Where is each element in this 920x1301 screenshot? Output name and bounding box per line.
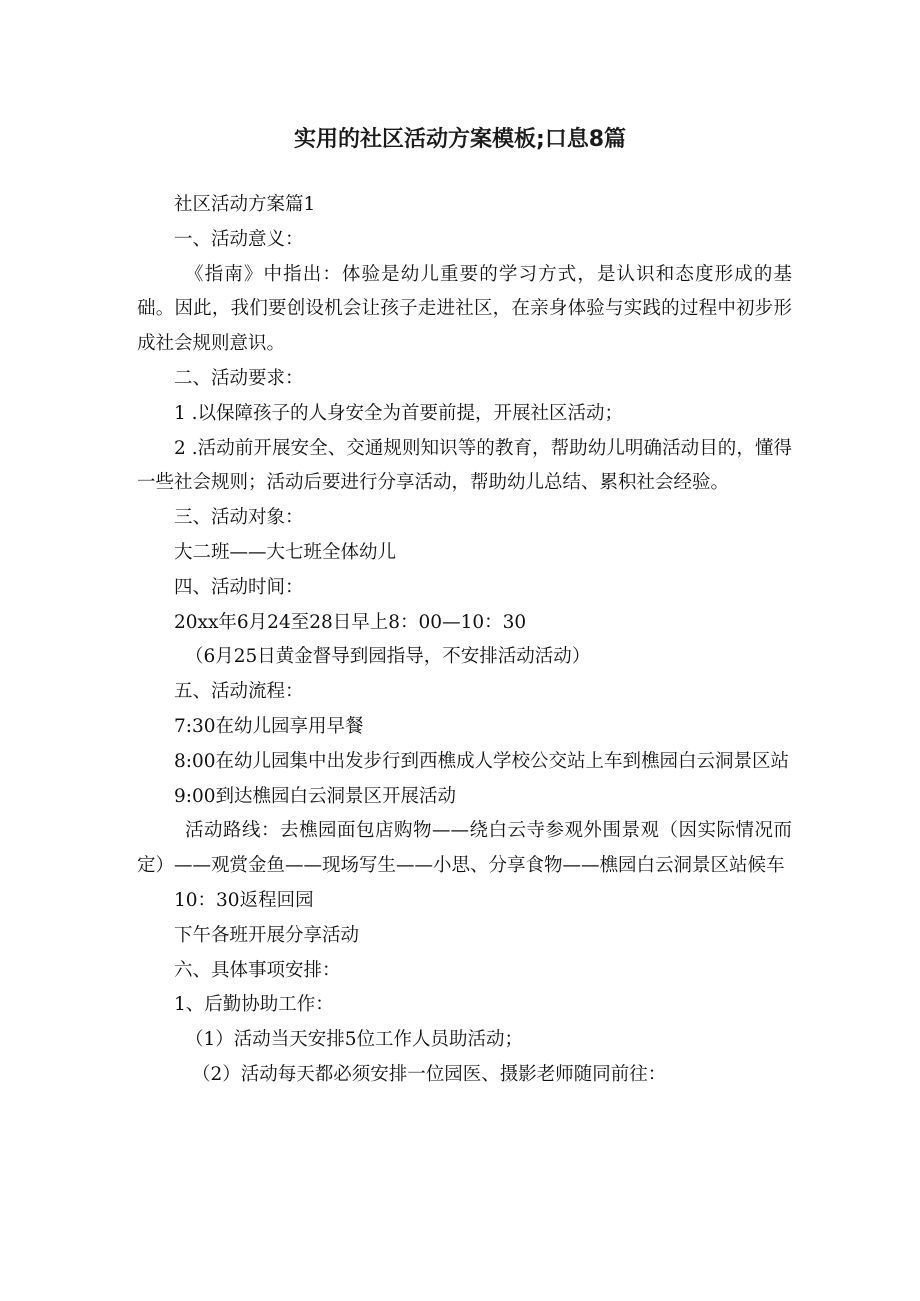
paragraph: 六、具体事项安排： xyxy=(174,959,341,981)
paragraph: 1 .以保障孩子的人身安全为首要前提，开展社区活动； xyxy=(174,402,624,424)
paragraph: （1）活动当天安排5位工作人员助活动； xyxy=(185,1029,524,1051)
document-body xyxy=(137,188,792,1093)
document-title: 实用的社区活动方案模板;口息8篇 xyxy=(293,127,627,152)
paragraph: 二、活动要求： xyxy=(174,367,304,389)
paragraph: 社区活动方案篇1 xyxy=(174,194,316,215)
paragraph: 20xx年6月24至28日早上8：00—10：30 xyxy=(174,611,527,633)
paragraph: 10：30返程回园 xyxy=(174,889,314,911)
paragraph: 三、活动对象： xyxy=(174,507,304,529)
paragraph: 大二班——大七班全体幼儿 xyxy=(174,541,397,563)
paragraph: 下午各班开展分享活动 xyxy=(174,924,360,946)
paragraph: 四、活动时间： xyxy=(174,576,304,598)
paragraph: 7:30在幼儿园享用早餐 xyxy=(174,715,364,737)
paragraph: 《指南》中指出：体验是幼儿重要的学习方式，是认识和态度形成的基础。因此，我们要创设机会让孩子走进社区，在亲身体验与实践的过程中初步形成社会规则意识。 xyxy=(137,263,792,355)
paragraph: 一、活动意义： xyxy=(174,228,304,250)
paragraph: 1、后勤协助工作： xyxy=(174,994,334,1016)
paragraph: 8:00在幼儿园集中出发步行到西樵成人学校公交站上车到樵园白云洞景区站 xyxy=(174,750,790,772)
paragraph: （6月25日黄金督导到园指导，不安排活动活动） xyxy=(185,646,591,668)
paragraph: 五、活动流程： xyxy=(174,681,304,703)
paragraph: 活动路线：去樵园面包店购物——绕白云寺参观外围景观（因实际情况而定）——观赏金鱼——现场写生——小思、分享食物——樵园白云洞景区站候车 xyxy=(137,820,792,877)
paragraph: （2）活动每天都必须安排一位园医、摄影老师随同前往： xyxy=(192,1063,667,1085)
paragraph: 9:00到达樵园白云洞景区开展活动 xyxy=(174,785,457,807)
paragraph: 2 .活动前开展安全、交通规则知识等的教育，帮助幼儿明确活动目的，懂得一些社会规则；活动后要进行分享活动，帮助幼儿总结、累积社会经验。 xyxy=(137,437,792,494)
